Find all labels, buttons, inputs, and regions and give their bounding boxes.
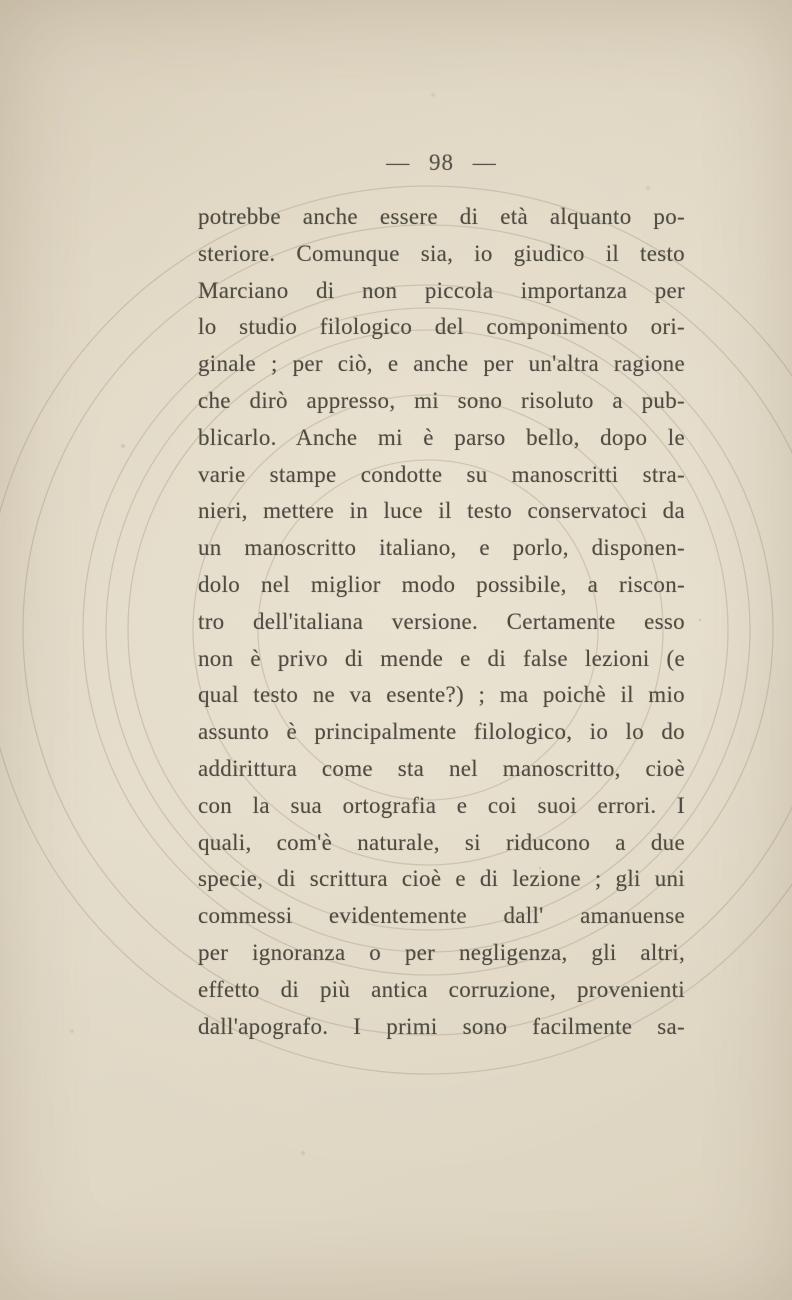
text-line: quali, com'è naturale, si riducono a due xyxy=(198,829,685,855)
text-line: dolo nel miglior modo possibile, a riscon- xyxy=(198,571,685,597)
text-line: effetto di più antica corruzione, provenienti xyxy=(198,976,685,1002)
text-line: assunto è principalmente filologico, io lo do xyxy=(198,719,685,745)
text-line: un manoscritto italiano, e porlo, disponen- xyxy=(198,535,685,561)
text-line: non è privo di mende e di false lezioni (e xyxy=(198,645,685,671)
text-line: nieri, mettere in luce il testo conservatoci da xyxy=(198,498,685,524)
text-line: specie, di scrittura cioè e di lezione ; gli uni xyxy=(198,866,685,892)
text-line: addirittura come sta nel manoscritto, cioè xyxy=(198,755,685,781)
text-line: varie stampe condotte su manoscritti stra- xyxy=(198,461,685,487)
page-number-header: — 98 — xyxy=(386,150,497,175)
body-text xyxy=(198,199,685,1045)
text-line: blicarlo. Anche mi è parso bello, dopo le xyxy=(198,424,685,450)
text-line: dall'apografo. I primi sono facilmente sa- xyxy=(198,1013,685,1039)
text-line: commessi evidentemente dall' amanuense xyxy=(198,903,685,929)
text-line: steriore. Comunque sia, io giudico il testo xyxy=(198,240,685,266)
text-line: tro dell'italiana versione. Certamente esso xyxy=(198,608,685,634)
text-line: potrebbe anche essere di età alquanto po- xyxy=(198,204,685,229)
text-line: Marciano di non piccola importanza per xyxy=(198,277,685,303)
text-line: che dirò appresso, mi sono risoluto a pub- xyxy=(198,387,685,413)
text-line: per ignoranza o per negligenza, gli altri, xyxy=(198,939,685,965)
text-line: con la sua ortografia e coi suoi errori. I xyxy=(198,792,685,818)
text-line: qual testo ne va esente?) ; ma poichè il mio xyxy=(198,682,685,708)
text-line: ginale ; per ciò, e anche per un'altra ragione xyxy=(198,351,685,377)
text-line: lo studio filologico del componimento ori- xyxy=(198,314,685,340)
